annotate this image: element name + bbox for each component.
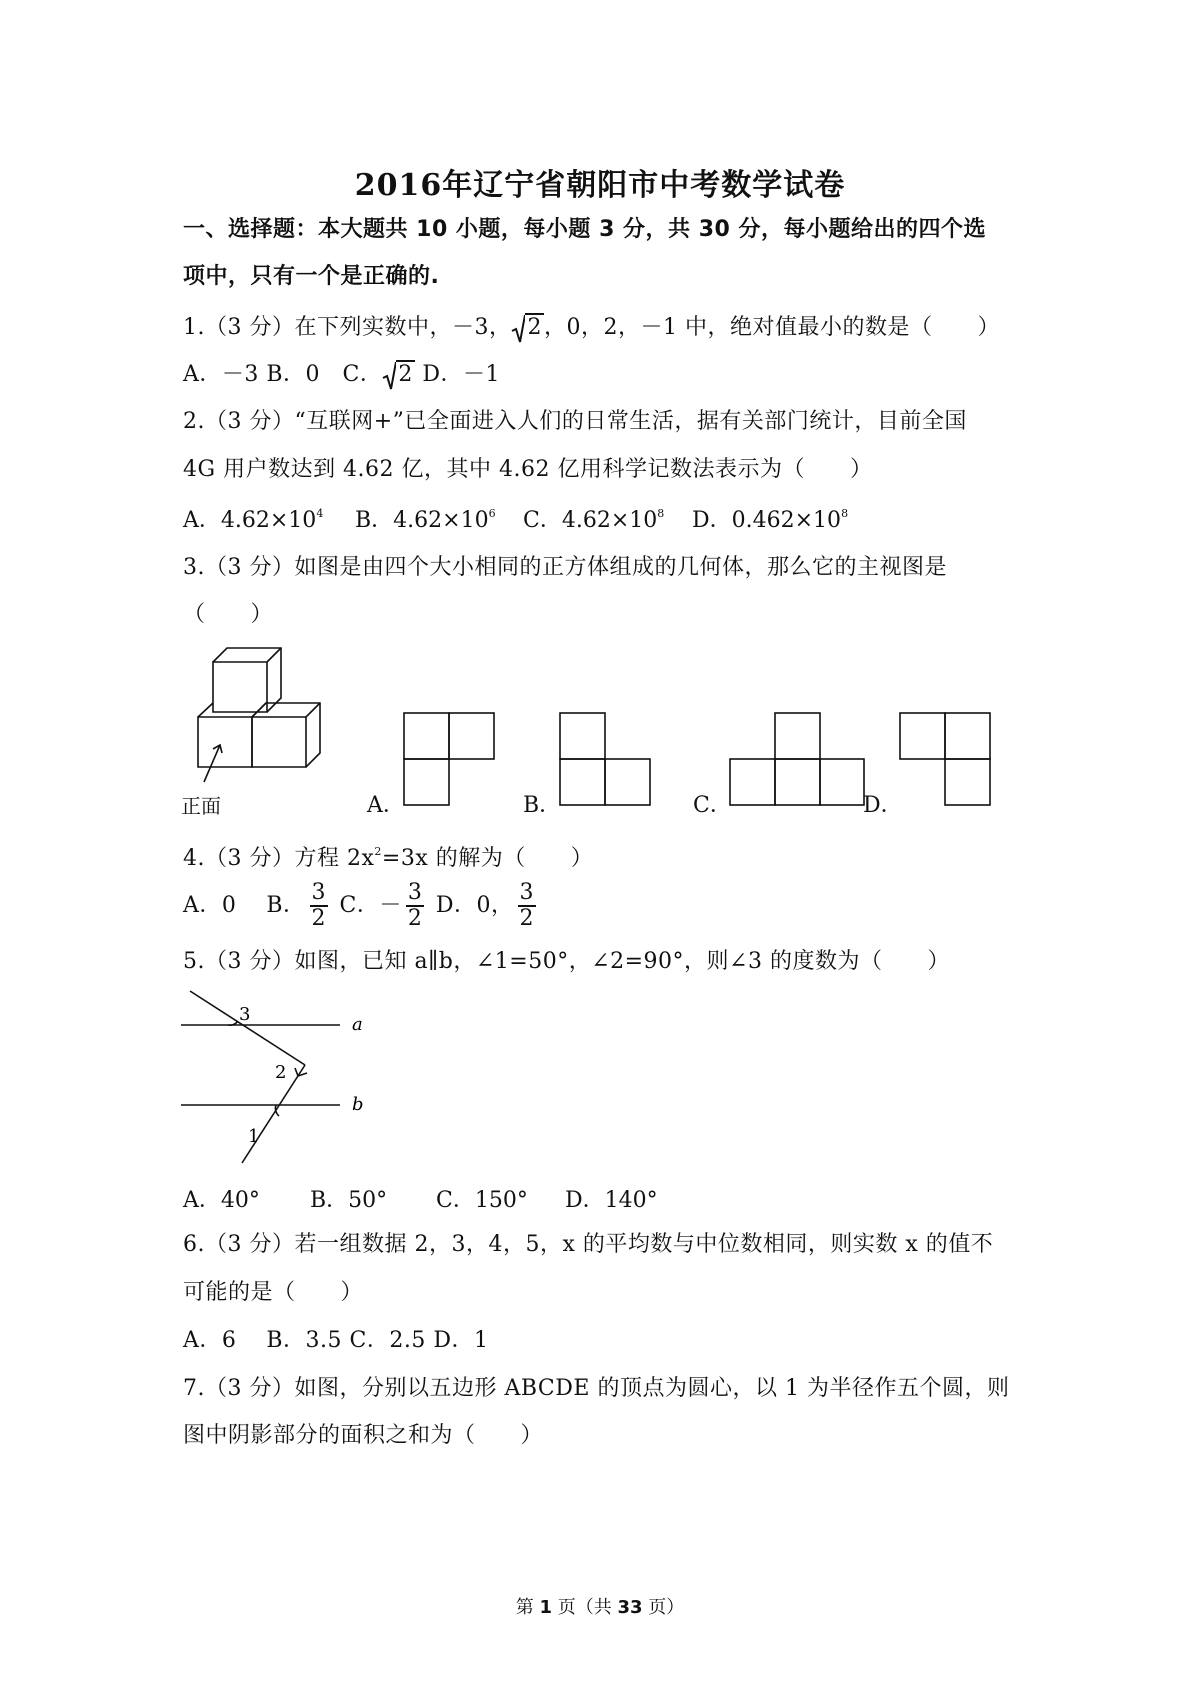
page-footer — [0, 1593, 1200, 1619]
section-heading-line2: 项中，只有一个是正确的. — [183, 264, 440, 289]
q1-radicand: 2 — [527, 315, 542, 340]
question-2-line1: 2.（3 分）“互联网+”已全面进入人们的日常生活，据有关部门统计，目前全国 — [183, 409, 967, 434]
line-b-label: b — [352, 1094, 364, 1115]
question-6-line1: 6.（3 分）若一组数据 2，3，4，5，x 的平均数与中位数相同，则实数 x 的值不 — [183, 1232, 994, 1257]
question-7-line1: 7.（3 分）如图，分别以五边形 ABCDE 的顶点为圆心，以 1 为半径作五个圆，则 — [183, 1376, 1010, 1401]
question-4-stem — [183, 837, 1033, 874]
footer-suffix: 页） — [642, 1597, 685, 1618]
footer-middle: 页（共 — [552, 1597, 618, 1618]
question-3-line2: （ ） — [183, 602, 274, 627]
question-3-line1: 3.（3 分）如图是由四个大小相同的正方体组成的几何体，那么它的主视图是 — [183, 555, 947, 580]
footer-prefix: 第 — [515, 1597, 540, 1618]
q3-option-a-label: A． — [367, 793, 405, 818]
page-title: 2016年辽宁省朝阳市中考数学试卷 — [354, 168, 846, 203]
q3-option-b-figure — [559, 712, 651, 806]
front-label: 正面 — [181, 794, 221, 818]
angle-2-label: 2 — [275, 1062, 287, 1083]
q1-stem-part-a: 1.（3 分）在下列实数中，－3， — [183, 315, 512, 340]
q5-option-a: A．40° — [183, 1188, 260, 1213]
fraction-d-num: 3 — [519, 880, 535, 905]
q2-option-c-base: C．4.62×10 — [523, 508, 658, 533]
q1-option-d: D．－1 — [414, 362, 501, 387]
question-6-options: A．6 B．3.5 C．2.5 D．1 — [183, 1328, 489, 1353]
q3-option-d-figure — [899, 712, 991, 806]
q2-option-b-base: B．4.62×10 — [355, 508, 489, 533]
line-a-label: a — [352, 1014, 363, 1035]
fraction-d-den: 2 — [519, 906, 535, 931]
question-1-options — [183, 360, 1033, 390]
q2-option-d — [692, 503, 848, 534]
q3-option-a-figure — [403, 712, 495, 806]
footer-page-number: 1 — [539, 1597, 552, 1618]
fraction-b-den: 2 — [311, 906, 327, 931]
q2-option-a — [183, 503, 323, 534]
q4-option-c-sign: － — [379, 893, 402, 918]
question-6-line2: 可能的是（ ） — [183, 1280, 364, 1305]
q4-option-c: C． — [332, 893, 380, 918]
question-1-stem — [183, 313, 1033, 343]
question-7-line2: 图中阴影部分的面积之和为（ ） — [183, 1423, 544, 1448]
angle-1-label: 1 — [248, 1126, 260, 1147]
q2-option-b — [355, 503, 496, 534]
fraction-c — [406, 881, 425, 931]
fraction-b — [310, 881, 329, 931]
q1-options-abc: A．－3 B．0 C． — [183, 362, 383, 387]
fraction-c-num: 3 — [407, 880, 423, 905]
q4-option-d: D．0， — [428, 893, 514, 918]
q2-option-c-exp: 8 — [657, 507, 665, 520]
fraction-b-num: 3 — [311, 880, 327, 905]
q4-stem-part-a: 4.（3 分）方程 2x — [183, 846, 375, 871]
q5-option-b: B．50° — [310, 1188, 388, 1213]
q5-option-c: C．150° — [436, 1188, 528, 1213]
question-2-line2: 4G 用户数达到 4.62 亿，其中 4.62 亿用科学记数法表示为（ ） — [183, 457, 873, 482]
q3-cube-figure — [180, 645, 340, 765]
q2-option-b-exp: 6 — [488, 507, 496, 520]
q4-exponent: 2 — [374, 845, 382, 858]
q5-option-d: D．140° — [565, 1188, 658, 1213]
q2-option-a-base: A．4.62×10 — [183, 508, 317, 533]
section-heading-line1: 一、选择题：本大题共 10 小题，每小题 3 分，共 30 分，每小题给出的四个选 — [183, 217, 986, 242]
q2-option-a-exp: 4 — [316, 507, 324, 520]
sqrt-two-option — [382, 360, 415, 390]
q4-stem-part-b: =3x 的解为（ ） — [381, 846, 594, 871]
q3-option-b-label: B． — [523, 793, 562, 818]
q1-option-radicand: 2 — [398, 362, 413, 387]
q2-option-d-base: D．0.462×10 — [692, 508, 842, 533]
q3-option-d-label: D． — [863, 793, 903, 818]
q2-option-c — [523, 503, 664, 534]
q2-option-d-exp: 8 — [841, 507, 849, 520]
angle-3-label: 3 — [239, 1004, 251, 1025]
q1-stem-part-b: ，0，2，－1 中，绝对值最小的数是（ ） — [543, 315, 1000, 340]
question-4-options — [183, 880, 1033, 932]
q3-option-c-label: C． — [693, 793, 732, 818]
fraction-c-den: 2 — [407, 906, 423, 931]
q4-options-ab: A．0 B． — [183, 893, 306, 918]
question-5-stem: 5.（3 分）如图，已知 a∥b，∠1=50°，∠2=90°，则∠3 的度数为（ ） — [183, 949, 950, 974]
q3-option-c-figure — [729, 712, 865, 806]
footer-total-pages: 33 — [617, 1597, 643, 1618]
fraction-d — [518, 881, 537, 931]
sqrt-two — [511, 313, 544, 343]
q5-parallel-lines-figure — [180, 990, 380, 1165]
